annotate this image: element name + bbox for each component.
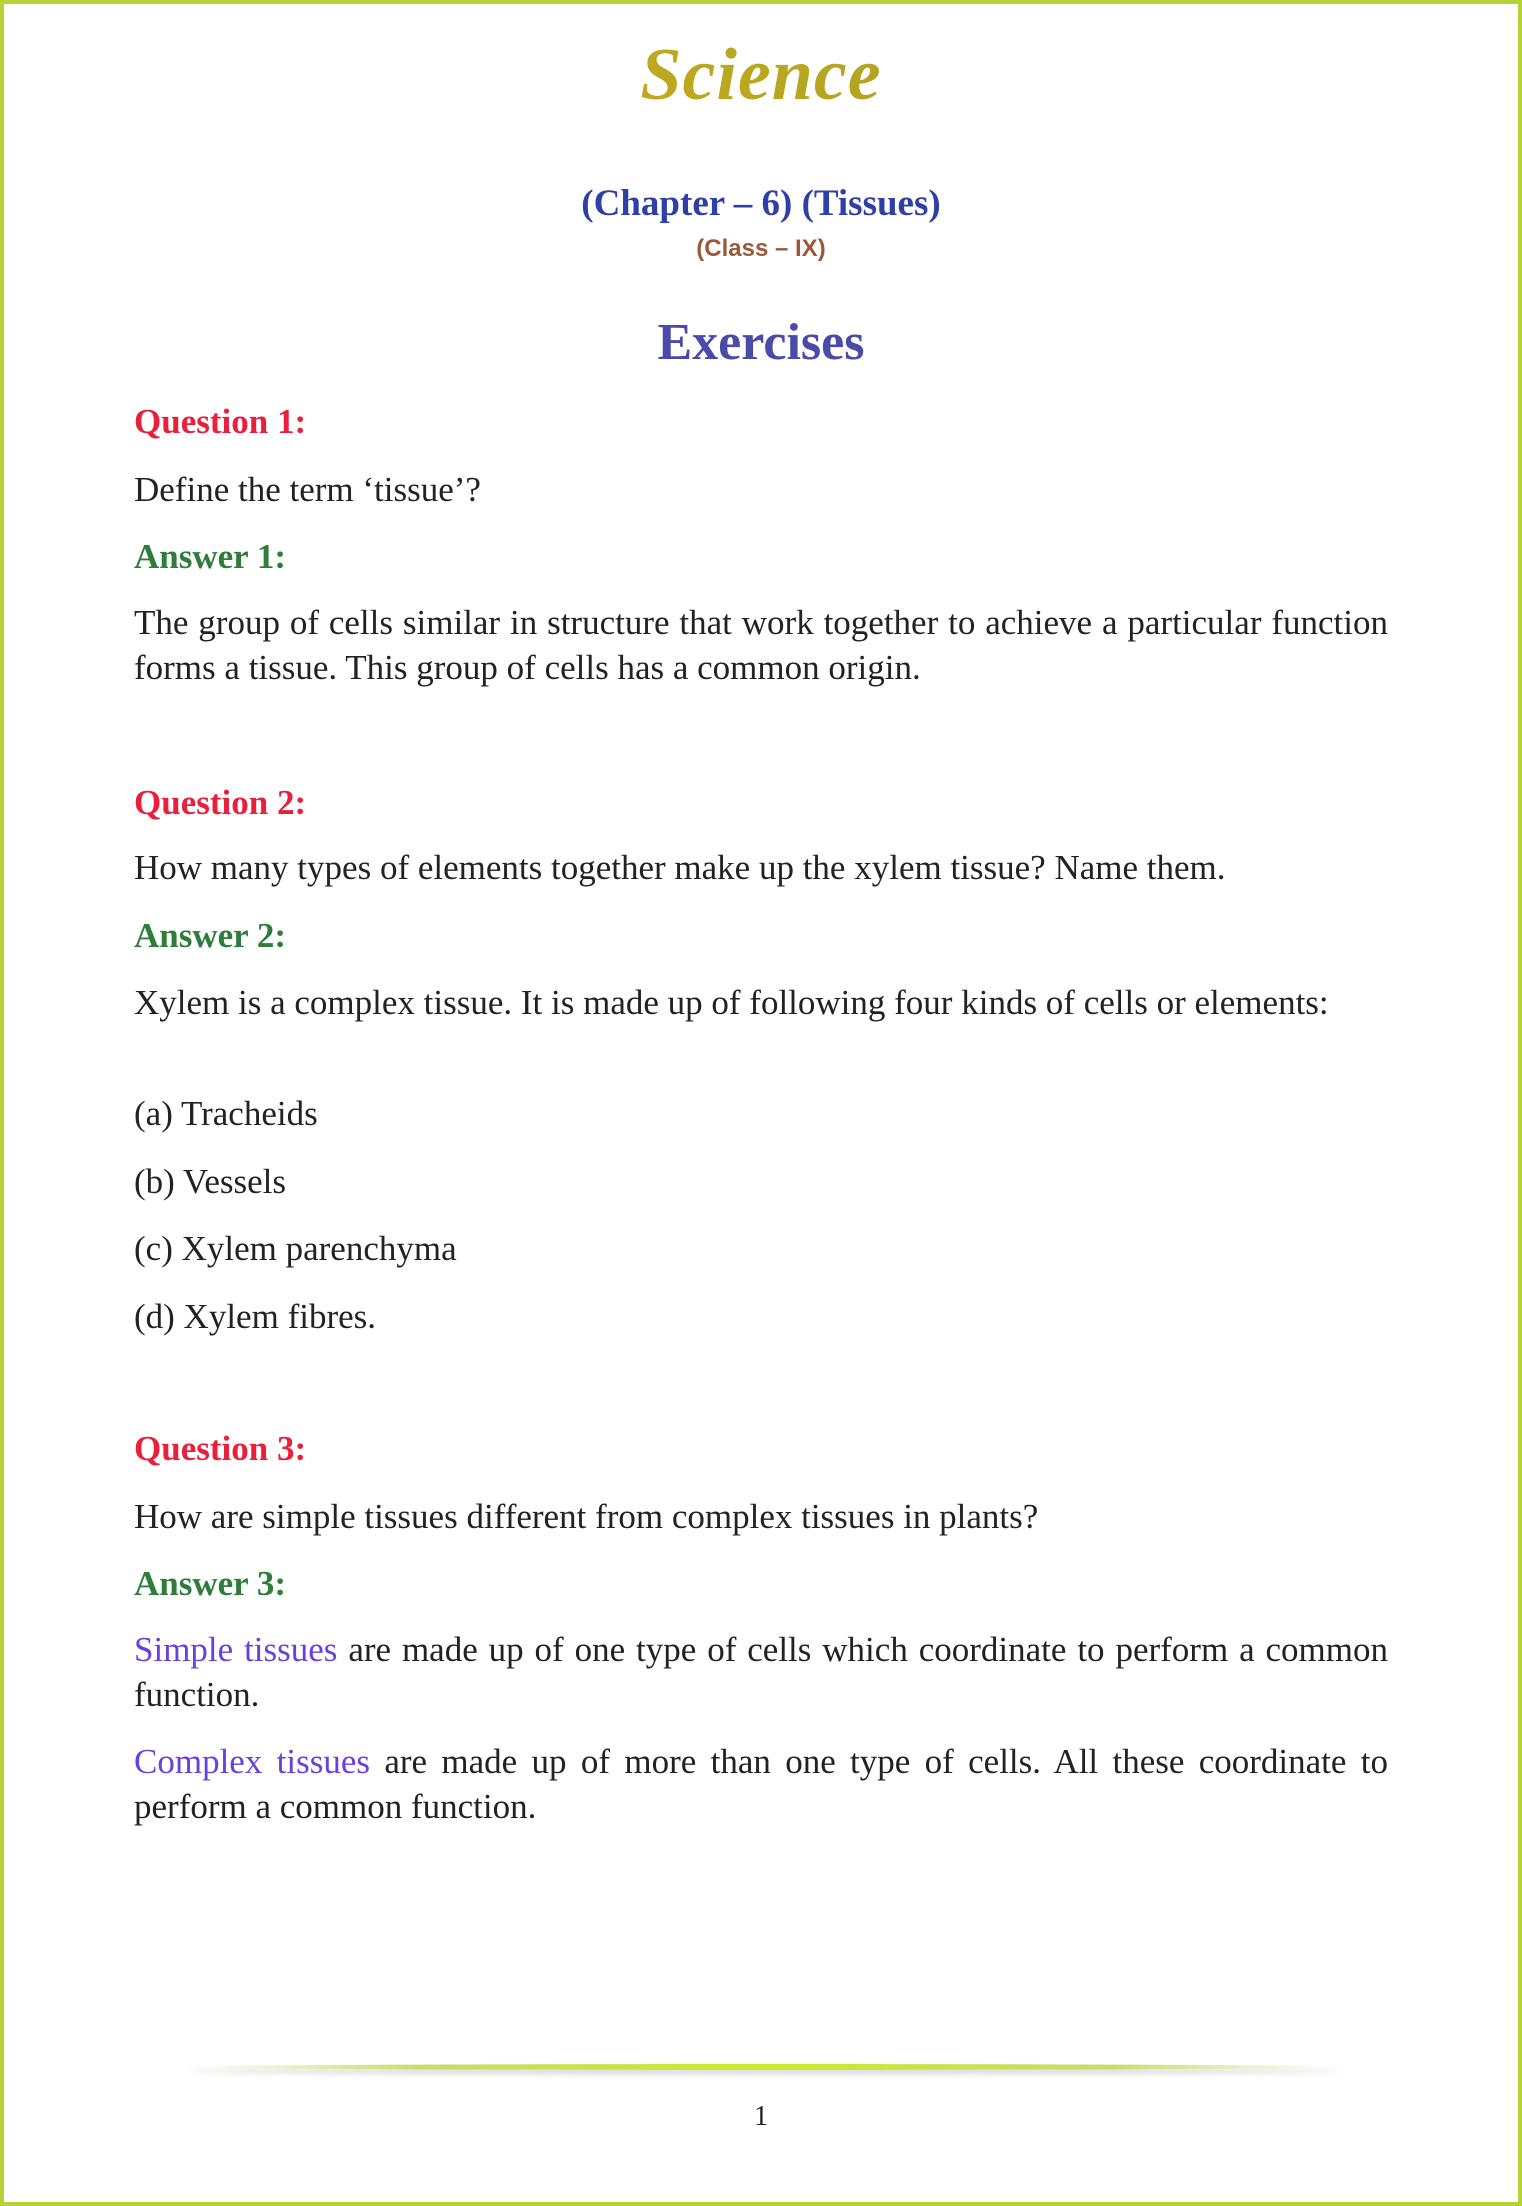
answer-3-paragraph-complex <box>134 1739 1388 1829</box>
answer-1-text: The group of cells similar in structure that work together to achieve a particular function forms a tissue. This group of cells has a common origin. <box>134 603 1388 687</box>
answer-2-label: Answer 2: <box>134 916 286 955</box>
page-title: Science <box>0 30 1522 120</box>
question-3-text: How are simple tissues different from complex tissues in plants? <box>134 1497 1039 1536</box>
question-1-label: Question 1: <box>134 402 307 441</box>
class-label: (Class – IX) <box>696 235 826 262</box>
list-item: (c) Xylem parenchyma <box>134 1229 457 1268</box>
list-item: (a) Tracheids <box>134 1094 318 1133</box>
question-2-label: Question 2: <box>134 783 307 822</box>
answer-3-simple-text: are made up of one type of cells which coordinate to perform a common function. <box>134 1630 1388 1714</box>
question-2-text: How many types of elements together make up the xylem tissue? Name them. <box>134 848 1226 887</box>
list-item: (d) Xylem fibres. <box>134 1297 377 1336</box>
answer-1-label: Answer 1: <box>134 537 286 576</box>
list-item: (b) Vessels <box>134 1162 286 1201</box>
chapter-heading: (Chapter – 6) (Tissues) <box>581 183 941 224</box>
page-number: 1 <box>754 2101 768 2132</box>
question-3-label: Question 3: <box>134 1429 307 1468</box>
answer-3-complex-text: are made up of more than one type of cells. All these coordinate to perform a common function. <box>134 1742 1388 1826</box>
term-simple-tissues: Simple tissues <box>134 1630 338 1669</box>
section-heading: Exercises <box>657 314 865 371</box>
question-1-text: Define the term ‘tissue’? <box>134 470 481 509</box>
answer-2-text: Xylem is a complex tissue. It is made up of following four kinds of cells or elements: <box>134 983 1329 1022</box>
answer-3-paragraph-simple <box>134 1627 1388 1717</box>
answer-3-label: Answer 3: <box>134 1564 286 1603</box>
term-complex-tissues: Complex tissues <box>134 1742 371 1781</box>
footer-divider <box>190 2064 1340 2070</box>
